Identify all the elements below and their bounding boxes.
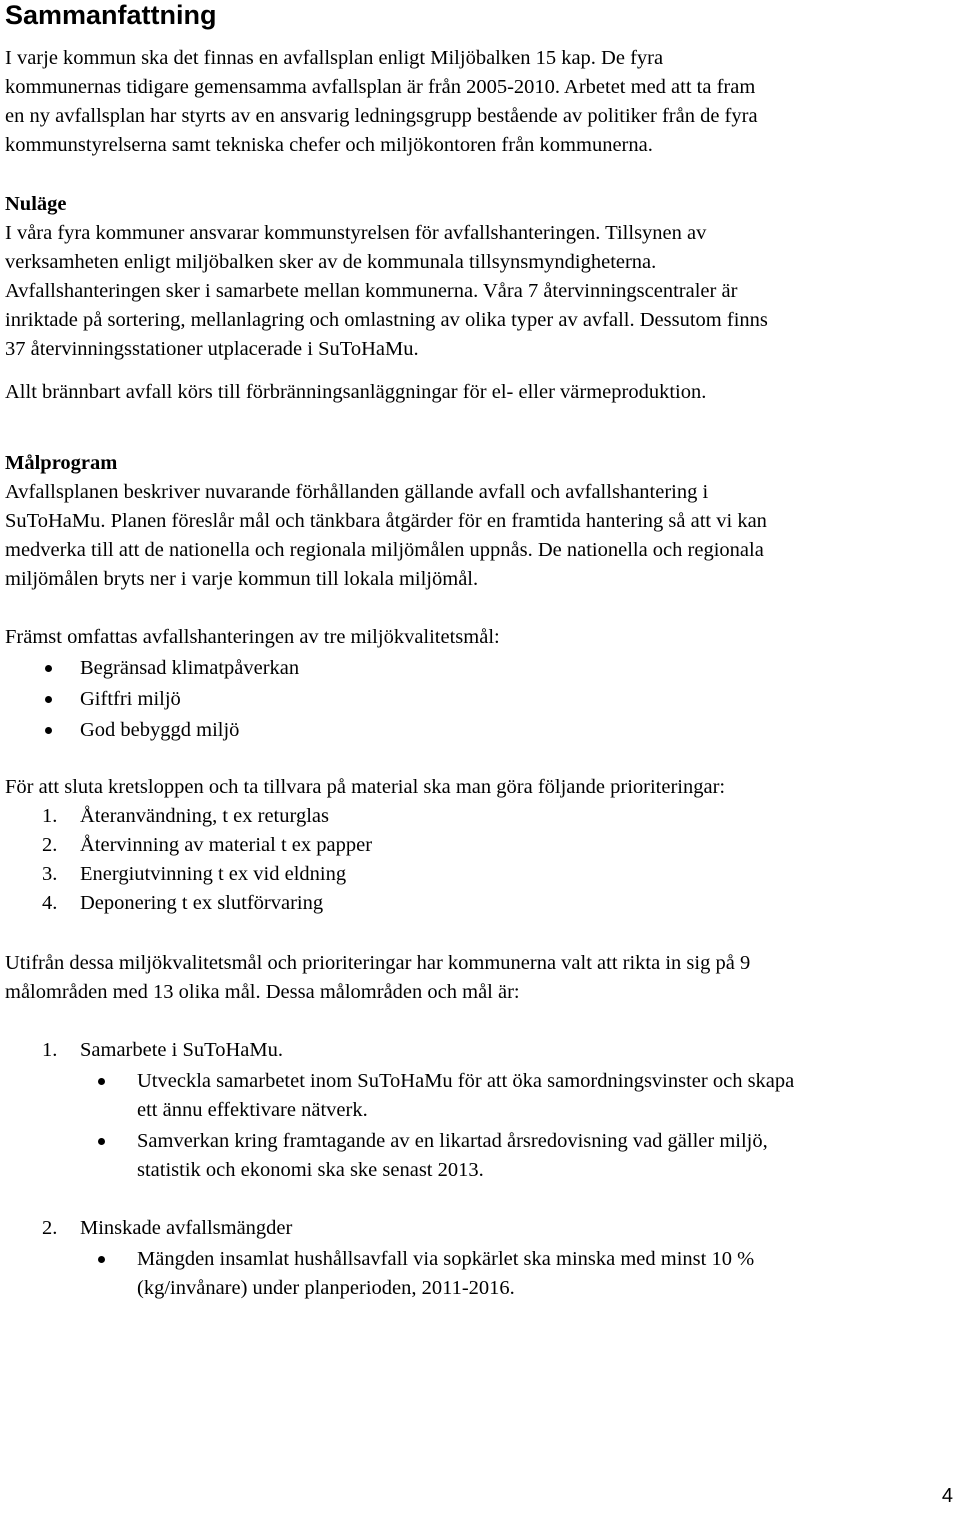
intro-line: kommunernas tidigare gemensamma avfallsplan är från 2005-2010. Arbetet med att ta fram: [5, 76, 756, 98]
goal-line: Samverkan kring framtagande av en likartad årsredovisning vad gäller miljö,: [137, 1130, 768, 1152]
nulage-paragraph: [5, 219, 953, 364]
bullet-icon: [45, 727, 52, 734]
malprogram-line: miljömålen bryts ner i varje kommun till lokala miljömål.: [5, 568, 479, 590]
intro-line: I varje kommun ska det finnas en avfallsplan enligt Miljöbalken 15 kap. De fyra: [5, 47, 664, 69]
goal-line: ett ännu effektivare nätverk.: [137, 1099, 368, 1121]
nulage-line: 37 återvinningsstationer utplacerade i SuToHaMu.: [5, 338, 419, 360]
priority-text: Deponering t ex slutförvaring: [80, 892, 324, 914]
goal-line: Utveckla samarbetet inom SuToHaMu för att öka samordningsvinster och skapa: [137, 1070, 795, 1092]
target-areas-line: målområden med 13 olika mål. Dessa målområden och mål är:: [5, 981, 520, 1003]
malprogram-paragraph: [5, 478, 953, 594]
malprogram-line: SuToHaMu. Planen föreslår mål och tänkbara åtgärder för en framtida hantering så att vi kan: [5, 510, 767, 532]
malprogram-line: Avfallsplanen beskriver nuvarande förhållanden gällande avfall och avfallshantering i: [5, 481, 709, 503]
goal-line: statistik och ekonomi ska ske senast 2013.: [137, 1159, 484, 1181]
bullet-text: Begränsad klimatpåverkan: [80, 657, 300, 679]
bullet-text: Giftfri miljö: [80, 688, 181, 710]
malprogram-line: medverka till att de nationella och regionala miljömålen uppnås. De nationella och regionala: [5, 539, 764, 561]
bullet-text: God bebyggd miljö: [80, 719, 240, 741]
nulage-line: Avfallshanteringen sker i samarbete mellan kommunerna. Våra 7 återvinningscentraler är: [5, 280, 738, 302]
quality-goals-intro: Främst omfattas avfallshanteringen av tre miljökvalitetsmål:: [5, 626, 500, 648]
target-areas-paragraph: [5, 949, 953, 1007]
malprogram-heading: Målprogram: [5, 452, 118, 474]
nulage-extra-paragraph: Allt brännbart avfall körs till förbränningsanläggningar för el- eller värmeproduktion.: [5, 381, 707, 403]
target-area-number: 2.: [42, 1217, 58, 1239]
bullet-icon: [45, 696, 52, 703]
priority-number: 3.: [42, 863, 58, 885]
priority-number: 1.: [42, 805, 58, 827]
nulage-heading: Nuläge: [5, 193, 67, 215]
nulage-line: I våra fyra kommuner ansvarar kommunstyrelsen för avfallshanteringen. Tillsynen av: [5, 222, 707, 244]
page-number: 4: [941, 1485, 953, 1507]
nulage-line: verksamheten enligt miljöbalken sker av de kommunala tillsynsmyndigheterna.: [5, 251, 657, 273]
target-area-title: Samarbete i SuToHaMu.: [80, 1039, 283, 1061]
priorities-intro: För att sluta kretsloppen och ta tillvara på material ska man göra följande prioriteringar:: [5, 776, 726, 798]
intro-paragraph: [5, 44, 953, 160]
target-area-number: 1.: [42, 1039, 58, 1061]
target-area-title: Minskade avfallsmängder: [80, 1217, 293, 1239]
bullet-icon: [98, 1256, 105, 1263]
page-title: Sammanfattning: [5, 0, 217, 30]
priority-text: Återvinning av material t ex papper: [80, 834, 373, 856]
bullet-icon: [98, 1078, 105, 1085]
priority-number: 4.: [42, 892, 58, 914]
goal-line: (kg/invånare) under planperioden, 2011-2016.: [137, 1277, 515, 1299]
priority-number: 2.: [42, 834, 58, 856]
nulage-line: inriktade på sortering, mellanlagring och omlastning av olika typer av avfall. Dessutom finns: [5, 309, 768, 331]
intro-line: kommunstyrelserna samt tekniska chefer och miljökontoren från kommunerna.: [5, 134, 653, 156]
priority-text: Återanvändning, t ex returglas: [80, 805, 329, 827]
goal-line: Mängden insamlat hushållsavfall via sopkärlet ska minska med minst 10 %: [137, 1248, 755, 1270]
bullet-icon: [98, 1138, 105, 1145]
intro-line: en ny avfallsplan har styrts av en ansvarig ledningsgrupp bestående av politiker från de fyra: [5, 105, 758, 127]
priority-text: Energiutvinning t ex vid eldning: [80, 863, 347, 885]
bullet-icon: [45, 665, 52, 672]
target-areas-line: Utifrån dessa miljökvalitetsmål och prioriteringar har kommunerna valt att rikta in sig på 9: [5, 952, 751, 974]
